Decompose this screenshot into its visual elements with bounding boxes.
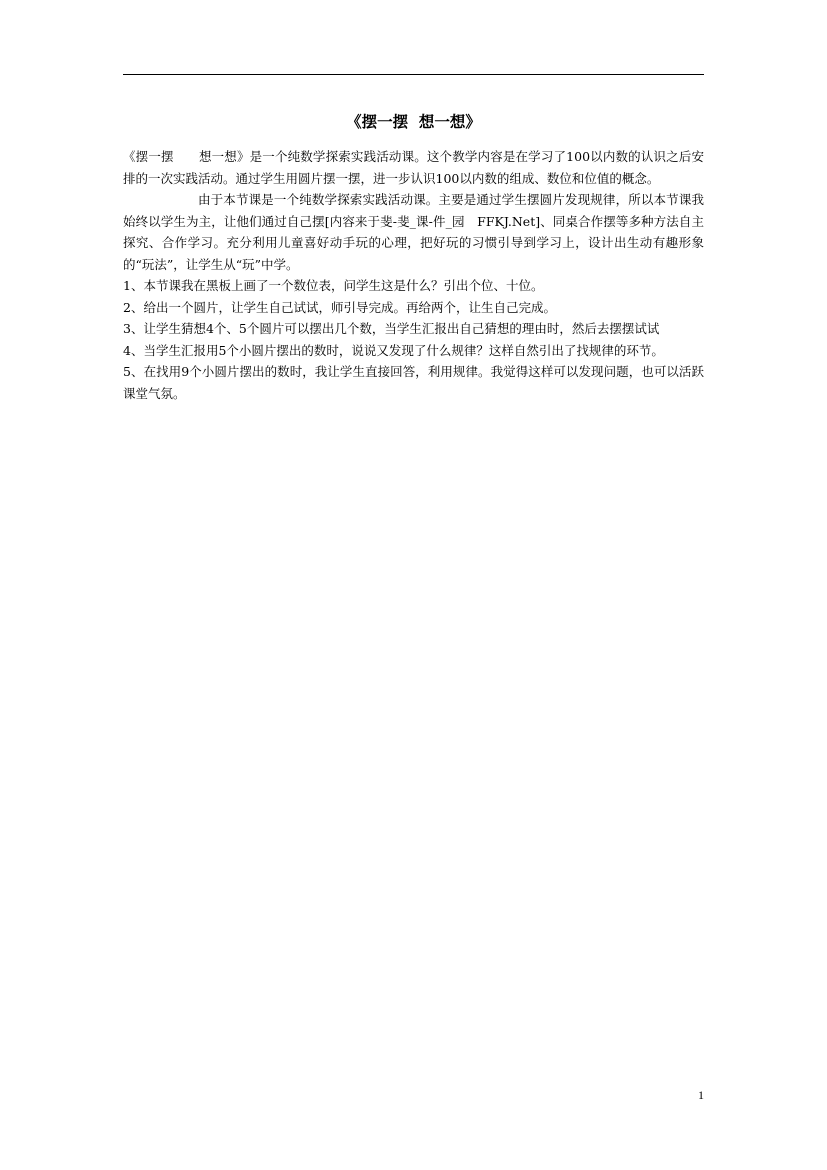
document-body (123, 146, 704, 404)
step-item-2: 2、给出一个圆片，让学生自己试试，师引导完成。再给两个，让生自己完成。 (123, 299, 556, 315)
step-item-3: 3、让学生猜想4个、5个圆片可以摆出几个数，当学生汇报出自己猜想的理由时，然后去摆摆试试 (123, 321, 660, 336)
step-item-5: 5、在找用9个小圆片摆出的数时，我让学生直接回答，利用规律。我觉得这样可以发现问题，也可以活跃课堂气氛。 (123, 364, 704, 401)
page-number: 1 (698, 1088, 704, 1102)
method-paragraph: 由于本节课是一个纯数学探索实践活动课。主要是通过学生摆圆片发现规律，所以本节课我始终以学生为主，让他们通过自己摆[内容来于斐-斐_课-件_园 FFKJ.Net]、同桌合作摆等多种方法自主探究、合作学习。充分利用儿童喜好动手玩的心理，把好玩的习惯引导到学习上，设计出生动有趣形象的“玩法”，让学生从“玩”中学。 (123, 192, 704, 272)
step-item-4: 4、当学生汇报用5个小圆片摆出的数时，说说又发现了什么规律？这样自然引出了找规律的环节。 (123, 342, 664, 358)
header-rule (123, 74, 704, 75)
step-item-1: 1、本节课我在黑板上画了一个数位表，问学生这是什么？引出个位、十位。 (123, 278, 544, 293)
intro-paragraph: 《摆一摆 想一想》是一个纯数学探索实践活动课。这个教学内容是在学习了100以内数的认识之后安排的一次实践活动。通过学生用圆片摆一摆，进一步认识100以内数的组成、数位和位值的概念。 (123, 149, 704, 186)
document-title: 《摆一摆 想一想》 (346, 112, 481, 131)
